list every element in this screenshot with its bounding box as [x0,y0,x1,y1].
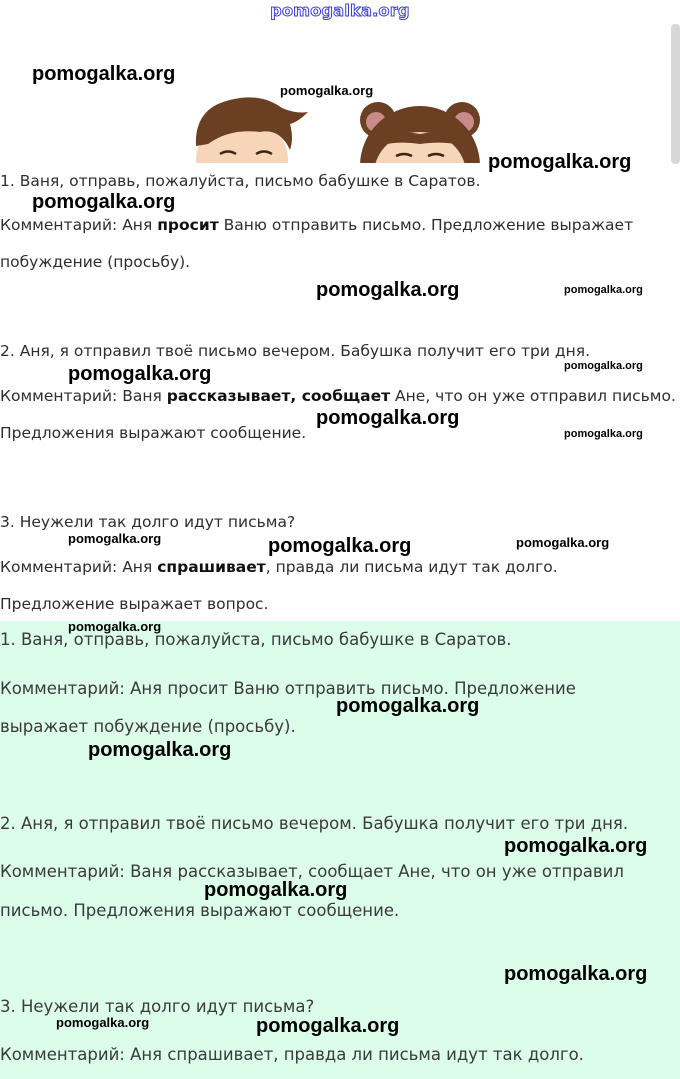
exercise-comment-2-cont: Предложения выражают сообщение. [0,424,307,442]
watermark: pomogalka.org [504,963,648,985]
watermark: pomogalka.org [204,879,348,901]
answer-sentence-3: 3. Неужели так долго идут письма? [0,997,315,1016]
exercise-sentence-3: 3. Неужели так долго идут письма? [0,513,296,531]
site-logo[interactable]: pomogalka.org [270,1,410,20]
answer-comment-1-cont: выражает побуждение (просьбу). [0,717,296,736]
exercise-sentence-2: 2. Аня, я отправил твоё письмо вечером. Бабушка получит его три дня. [0,342,590,360]
comment-text: Комментарий: Ваня [0,387,167,405]
watermark: pomogalka.org [336,695,480,717]
watermark: pomogalka.org [268,535,412,557]
watermark: pomogalka.org [68,363,212,385]
comment-text: Ане, что он уже отправил письмо. [390,387,676,405]
watermark: pomogalka.org [68,531,162,546]
watermark: pomogalka.org [256,1015,400,1037]
scrollbar[interactable] [671,24,680,164]
watermark: pomogalka.org [88,739,232,761]
watermark: pomogalka.org [504,835,648,857]
exercise-comment-2 [0,387,676,405]
comment-text: Ваню отправить письмо. Предложение выражает [218,216,634,234]
watermark: pomogalka.org [32,63,176,85]
comment-keyword: просит [157,216,219,234]
answer-sentence-1: 1. Ваня, отправь, пожалуйста, письмо бабушке в Саратов. [0,630,512,649]
comment-keyword: рассказывает, сообщает [166,387,391,405]
exercise-comment-3-cont: Предложение выражает вопрос. [0,595,269,613]
comment-text: , правда ли письма идут так долго. [265,558,558,576]
exercise-comment-1 [0,216,633,234]
exercise-comment-3 [0,558,558,576]
watermark: pomogalka.org [316,407,460,429]
watermark: pomogalka.org [564,360,643,372]
watermark: pomogalka.org [516,535,610,550]
watermark: pomogalka.org [68,619,162,634]
comment-keyword: спрашивает [157,558,266,576]
boy-and-girl-image [190,88,500,163]
answer-comment-2-cont: письмо. Предложения выражают сообщение. [0,901,400,920]
exercise-sentence-1: 1. Ваня, отправь, пожалуйста, письмо бабушке в Саратов. [0,172,481,190]
watermark: pomogalka.org [32,191,176,213]
watermark: pomogalka.org [56,1015,150,1030]
answer-sentence-2: 2. Аня, я отправил твоё письмо вечером. Бабушка получит его три дня. [0,814,629,833]
answer-comment-3: Комментарий: Аня спрашивает, правда ли письма идут так долго. [0,1045,584,1064]
watermark: pomogalka.org [564,284,643,296]
comment-text: Комментарий: Аня [0,216,158,234]
watermark: pomogalka.org [488,151,632,173]
answer-comment-1: Комментарий: Аня просит Ваню отправить письмо. Предложение [0,679,576,698]
watermark: pomogalka.org [564,428,643,440]
answer-comment-2: Комментарий: Ваня рассказывает, сообщает Ане, что он уже отправил [0,862,624,881]
watermark: pomogalka.org [316,279,460,301]
watermark: pomogalka.org [280,83,374,98]
exercise-comment-1-cont: побуждение (просьбу). [0,253,191,271]
comment-text: Комментарий: Аня [0,558,158,576]
children-illustration [190,88,500,163]
